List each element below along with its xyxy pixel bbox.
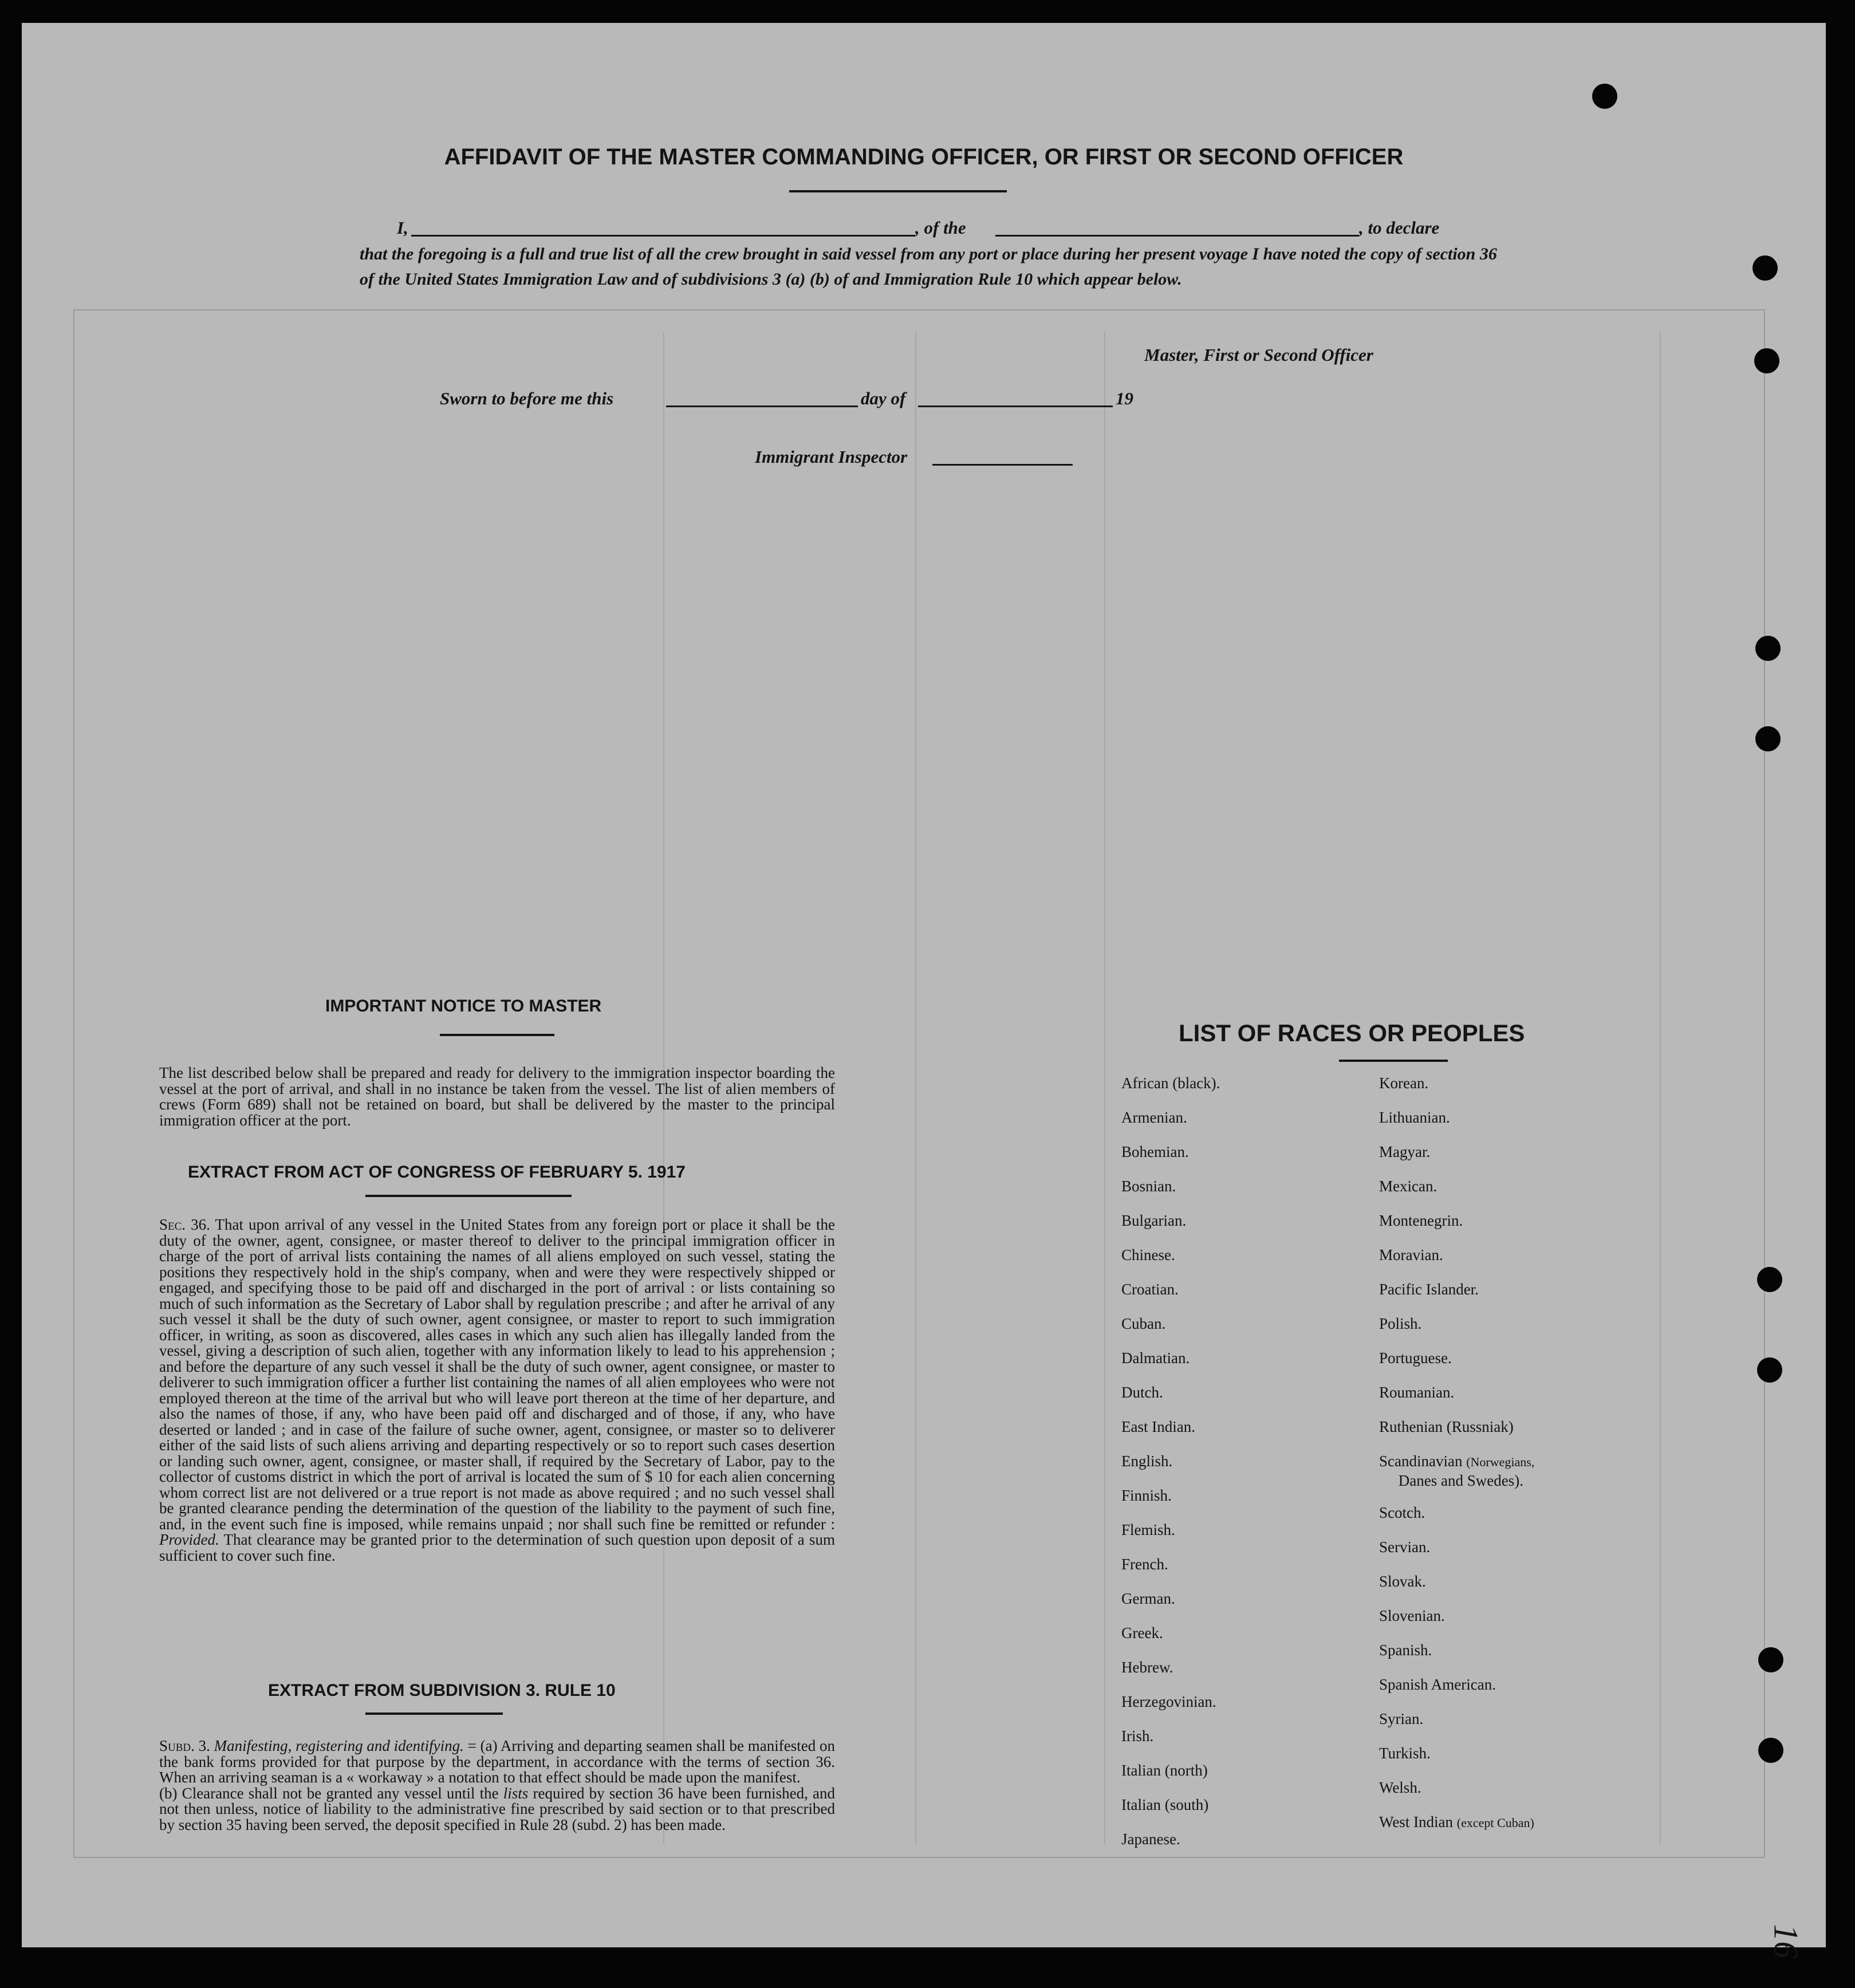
punch-hole (1755, 726, 1781, 751)
races-right-column (1379, 1074, 1534, 1847)
race-item: Greek. (1121, 1624, 1163, 1641)
race-item: Bosnian. (1121, 1178, 1176, 1195)
race-item: French. (1121, 1556, 1168, 1573)
race-item: Italian (north) (1121, 1762, 1208, 1779)
race-item: Lithuanian. (1379, 1109, 1450, 1126)
punch-hole (1758, 1647, 1783, 1672)
race-item: Magyar. (1379, 1143, 1431, 1160)
punch-hole (1752, 255, 1778, 281)
rule-extract-rule (365, 1713, 503, 1715)
race-item-west-indian (1379, 1813, 1534, 1847)
race-item: Dutch. (1121, 1384, 1163, 1401)
name-field-line[interactable] (411, 235, 915, 237)
subd-heading: Manifesting, registering and identifying. (214, 1737, 464, 1754)
race-item: Armenian. (1121, 1109, 1187, 1126)
race-item: African (black). (1121, 1074, 1220, 1092)
race-item: Spanish. (1379, 1641, 1432, 1659)
race-item: Japanese. (1121, 1830, 1180, 1848)
race-item: Turkish. (1379, 1745, 1431, 1762)
race-item: Scotch. (1379, 1504, 1425, 1521)
grid-line (1660, 332, 1661, 1844)
vessel-field-line[interactable] (995, 235, 1359, 237)
grid-line (915, 332, 916, 1844)
part-b-start: (b) Clearance shall not be granted any vessel until the (159, 1784, 499, 1802)
affidavit-body: that the foregoing is a full and true list of all the crew brought in said vessel from any port or place during her present voyage I have noted the copy of section 36 of the United States Immigration Law and of subdivisions 3 (a) (b) of and Immigration Rule 10 which appear below. (360, 245, 1497, 289)
races-left-column (1121, 1074, 1220, 1864)
race-item: Bulgarian. (1121, 1212, 1187, 1229)
race-item: Herzegovinian. (1121, 1693, 1216, 1710)
affidavit-title: AFFIDAVIT OF THE MASTER COMMANDING OFFICER, OR FIRST OR SECOND OFFICER (444, 144, 1404, 170)
punch-hole (1754, 348, 1779, 373)
race-item: Moravian. (1379, 1246, 1443, 1263)
affidavit-i-label: I, (397, 218, 408, 238)
inspector-field-line[interactable] (932, 464, 1073, 466)
day-of-label: day of (861, 388, 906, 408)
race-item: Korean. (1379, 1074, 1429, 1092)
part-b-lists: lists (503, 1784, 529, 1802)
act-extract-title: EXTRACT FROM ACT OF CONGRESS OF FEBRUARY 5. 1917 (188, 1163, 686, 1182)
races-title: LIST OF RACES OR PEOPLES (1179, 1019, 1525, 1046)
race-item: German. (1121, 1590, 1175, 1607)
act-body-text: That upon arrival of any vessel in the United States from any foreign port or place it shall be the duty of the owner, agent, consignee, or master thereof to deliver to the principal immigration officer in charge of the port of arrival lists containing the names of all aliens employed on such vessel, stating the positions they respectively hold in the ship's company, when and were they were respectively shipped or engaged, and specifying those to be paid off and discharged in the port of arrival : or lists containing so much of such information as the Secretary of Labor shall by regulation prescribe ; and after he arrival of any such vessel it shall be the duty of such owner, agent consignee, or master to report to such immigration officer, in writing, as soon as discovered, alles cases in which any such alien has illegally landed from the vessel, giving a description of such alien, together with any information likely to lead to his apprehension ; and before the departure of any such vessel it shall be the duty of such owner, agent consignee, or master to deliverer to such immigration officer a further list containing the names of all alien employees who were not employed thereon at the time of the arrival but who will leave port thereon at the time of her departure, and also the names of those, if any, who have been paid off and discharged and of those, if any, who have deserted or landed ; and in case of the failure of suche owner, agent, consignee, or master so to deliverer either of the said lists of such aliens arriving and departing respectively or so to report such cases desertion or landing such owner, agent, consignee, or master shall, if required by the Secretary of Labor, pay to the collector of customs district in which the port of arrival is located the sum of $ 10 for each alien concerning whom correct list are not delivered or a true report is not made as above required ; and no such vessel shall be granted clearance pending the determination of the question of the liability to the payment of such fine, and, in the event such fine is imposed, while remains unpaid ; nor shall such fine be remitted or refunder : (159, 1216, 836, 1533)
title-rule (789, 190, 1007, 192)
act-extract-body (159, 1217, 835, 1564)
race-item: Welsh. (1379, 1779, 1421, 1796)
race-item: Chinese. (1121, 1246, 1175, 1263)
act-body-end: That clearance may be granted prior to the determination of such question upon deposit of a sum sufficient to cover such fine. (159, 1531, 836, 1564)
race-item: Montenegrin. (1379, 1212, 1463, 1229)
race-item: Servian. (1379, 1538, 1431, 1556)
race-item: Mexican. (1379, 1178, 1437, 1195)
race-item-scandinavian (1379, 1452, 1534, 1503)
act-rule (365, 1195, 572, 1197)
race-item: Irish. (1121, 1727, 1154, 1745)
race-item: Croatian. (1121, 1281, 1179, 1298)
race-item: Slovak. (1379, 1573, 1426, 1590)
race-item: Hebrew. (1121, 1659, 1173, 1676)
year-prefix: 19 (1116, 388, 1133, 408)
race-item: Italian (south) (1121, 1796, 1209, 1813)
inspector-label: Immigrant Inspector (755, 447, 908, 467)
part-b-end: required by section 36 have been furnished, and not then unless, notice of liability to the administrative fine prescribed by said section or to that prescribed by section 35 having been served, the deposit specified in Rule 28 (subd. 2) has been made. (159, 1784, 835, 1833)
race-item: Pacific Islander. (1379, 1281, 1479, 1298)
race-item: Ruthenian (Russniak) (1379, 1418, 1514, 1435)
rule-extract-body (159, 1738, 835, 1833)
notice-body: The list described below shall be prepared and ready for delivery to the immigration inspector boarding the vessel at the port of arrival, and shall in no instance be taken from the vessel. The list of alien members of crews (Form 689) shall not be retained on board, but shall be delivered by the master to the principal immigration officer at the port. (159, 1064, 835, 1129)
subd-label: Subd. 3. (159, 1737, 210, 1754)
provided-label: Provided. (159, 1531, 219, 1548)
race-item: Dalmatian. (1121, 1349, 1190, 1367)
race-item: Flemish. (1121, 1521, 1175, 1538)
grid-line (1104, 332, 1105, 1844)
punch-hole (1757, 1357, 1782, 1383)
race-item: Portuguese. (1379, 1349, 1452, 1367)
sworn-day-field-line[interactable] (666, 406, 858, 407)
race-item: Spanish American. (1379, 1676, 1496, 1693)
sworn-month-field-line[interactable] (918, 406, 1113, 407)
races-rule (1339, 1060, 1448, 1062)
affidavit-of-the-label: , of the (915, 218, 966, 238)
notice-title: IMPORTANT NOTICE TO MASTER (325, 997, 602, 1015)
affidavit-to-declare-label: , to declare (1359, 218, 1440, 238)
page-number-handwritten: 16 (1767, 1924, 1805, 1959)
race-item: Finnish. (1121, 1487, 1172, 1504)
punch-hole (1758, 1738, 1783, 1763)
race-item: Bohemian. (1121, 1143, 1189, 1160)
race-item: Slovenian. (1379, 1607, 1445, 1624)
west-indian-label: West Indian (1379, 1813, 1454, 1830)
punch-hole (1755, 636, 1781, 661)
part-a-text: = (a) Arriving and departing seamen shall be manifested on the bank forms provided for that purpose by the department, in accordance with the terms of section 36. When an arriving seaman is a « workaway » a notation to that effect should be made upon the manifest. (159, 1737, 835, 1786)
race-item: East Indian. (1121, 1418, 1195, 1435)
scandinavian-note: (Norwegians, (1466, 1455, 1535, 1469)
form-sheet (22, 23, 1826, 1959)
scandinavian-label: Scandinavian (1379, 1452, 1463, 1470)
race-item: English. (1121, 1452, 1173, 1470)
punch-hole (1592, 84, 1617, 109)
signature-label: Master, First or Second Officer (1144, 345, 1373, 365)
scandinavian-line2: Danes and Swedes). (1398, 1472, 1523, 1489)
race-item: Roumanian. (1379, 1384, 1455, 1401)
sworn-label: Sworn to before me this (440, 388, 614, 408)
race-item: Polish. (1379, 1315, 1422, 1332)
west-indian-note: (except Cuban) (1456, 1816, 1534, 1830)
race-item: Cuban. (1121, 1315, 1166, 1332)
notice-rule (440, 1034, 554, 1036)
punch-hole (1757, 1267, 1782, 1292)
race-item: Syrian. (1379, 1710, 1424, 1727)
rule-extract-title: EXTRACT FROM SUBDIVISION 3. RULE 10 (268, 1681, 616, 1700)
section-label: Sec. 36. (159, 1216, 210, 1233)
